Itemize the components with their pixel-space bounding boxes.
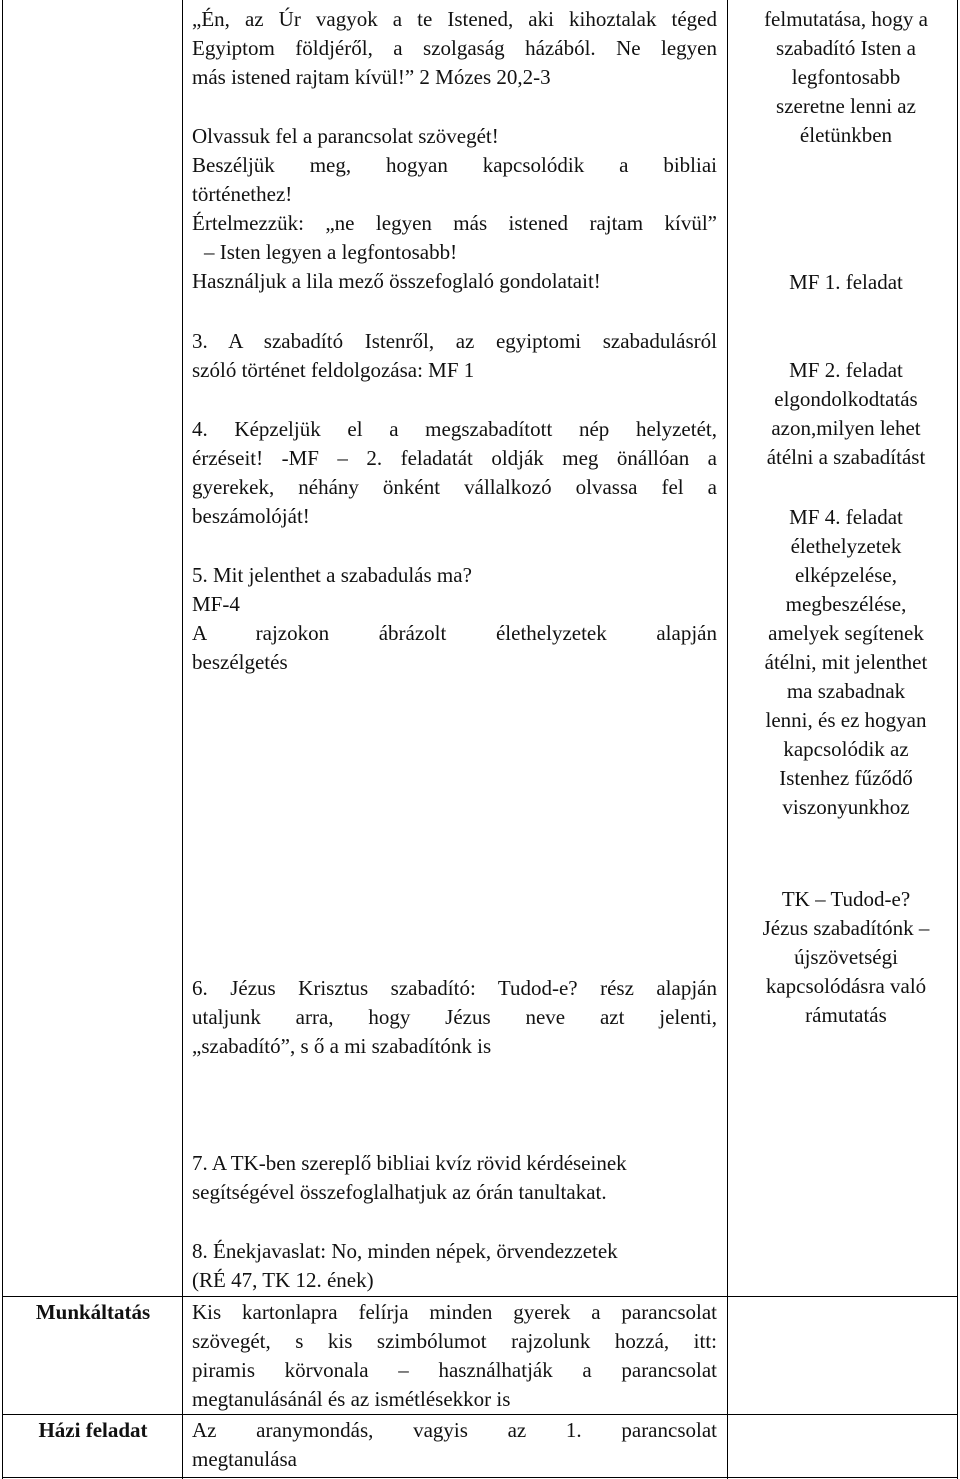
mf4-note-line: MF 4. feladat [789, 505, 903, 529]
table-border-bottom [2, 1477, 958, 1478]
munkaltatas-text-line: Kis kartonlapra felírja minden gyerek a parancsolat [192, 1300, 717, 1324]
step-4-line: érzéseit! -MF – 2. feladatát oldják meg önállóan a [192, 446, 717, 470]
mf4-note-line: megbeszélése, [785, 592, 907, 616]
instruction-line: Használjuk a lila mező összefoglaló gondolatait! [192, 269, 601, 293]
step-8-line: (RÉ 47, TK 12. ének) [192, 1268, 374, 1292]
goal-line: felmutatása, hogy a [764, 7, 928, 31]
step-4-line: gyerekek, néhány önként vállalkozó olvassa fel a [192, 475, 717, 499]
step-7-line: 7. A TK-ben szereplő bibliai kvíz rövid kérdéseinek [192, 1151, 627, 1175]
munkaltatas-text-line: szövegét, s kis szimbólumot rajzolunk hozzá, itt: [192, 1329, 717, 1353]
tk-note-line: kapcsolódásra való [765, 974, 927, 998]
mf1-note: MF 1. feladat [789, 270, 903, 294]
step-6-line: utaljunk arra, hogy Jézus neve azt jelenti, [192, 1005, 717, 1029]
tk-note-line: újszövetségi [794, 945, 898, 969]
munkaltatas-text-line: piramis körvonala – használhatják a parancsolat [192, 1358, 717, 1382]
tk-note-line: TK – Tudod-e? [781, 887, 911, 911]
step-3-line: szóló történet feldolgozása: MF 1 [192, 358, 475, 382]
instruction-line: Beszéljük meg, hogyan kapcsolódik a bibliai [192, 153, 717, 177]
mf4-note-line: viszonyunkhoz [782, 795, 910, 819]
hazi-feladat-label: Házi feladat [38, 1418, 148, 1442]
step-5-line: MF-4 [192, 592, 240, 616]
goal-line: legfontosabb [791, 65, 901, 89]
bible-quote-line: más istened rajtam kívül!” 2 Mózes 20,2-3 [192, 65, 551, 89]
step-5-line: beszélgetés [192, 650, 288, 674]
mf2-note-line: elgondolkodtatás [774, 387, 918, 411]
step-5-line: 5. Mit jelenthet a szabadulás ma? [192, 563, 472, 587]
bible-quote-line: „Én, az Úr vagyok a te Istened, aki kihoztalak téged [192, 7, 717, 31]
mf4-note-line: kapcsolódik az [783, 737, 909, 761]
mf4-note-line: lenni, és ez hogyan [765, 708, 927, 732]
step-4-line: 4. Képzeljük el a megszabadított nép helyzetét, [192, 417, 717, 441]
tk-note-line: rámutatás [805, 1003, 887, 1027]
step-7-line: segítségével összefoglalhatjuk az órán tanultakat. [192, 1180, 607, 1204]
instruction-line: – Isten legyen a legfontosabb! [204, 240, 458, 264]
mf2-note-line: átélni a szabadítást [766, 445, 926, 469]
munkaltatas-label: Munkáltatás [35, 1300, 151, 1324]
goal-line: szabadító Isten a [776, 36, 916, 60]
step-8-line: 8. Énekjavaslat: No, minden népek, örvendezzetek [192, 1239, 618, 1263]
column-divider-2 [727, 0, 728, 1479]
munkaltatas-text-line: megtanulásánál és az ismétlésekkor is [192, 1387, 511, 1411]
mf4-note-line: elképzelése, [794, 563, 898, 587]
mf4-note-line: élethelyzetek [790, 534, 902, 558]
mf4-note-line: amelyek segítenek [768, 621, 924, 645]
goal-line: életünkben [799, 123, 893, 147]
step-5-line: A rajzokon ábrázolt élethelyzetek alapján [192, 621, 717, 645]
tk-note-line: Jézus szabadítónk – [762, 916, 930, 940]
step-6-line: „szabadító”, s ő a mi szabadítónk is [192, 1034, 492, 1058]
mf2-note-line: MF 2. feladat [789, 358, 903, 382]
mf4-note-line: átélni, mit jelenthet [764, 650, 928, 674]
goal-line: szeretne lenni az [776, 94, 916, 118]
mf4-note-line: Istenhez fűződő [779, 766, 913, 790]
hazi-feladat-text-line: megtanulása [192, 1447, 297, 1471]
column-divider-1 [182, 0, 183, 1479]
step-3-line: 3. A szabadító Istenről, az egyiptomi szabadulásról [192, 329, 717, 353]
mf2-note-line: azon,milyen lehet [771, 416, 921, 440]
instruction-line: Olvassuk fel a parancsolat szövegét! [192, 124, 499, 148]
step-6-line: 6. Jézus Krisztus szabadító: Tudod-e? rész alapján [192, 976, 717, 1000]
bible-quote-line: Egyiptom földjéről, a szolgaság házából. Ne legyen [192, 36, 717, 60]
instruction-line: történethez! [192, 182, 293, 206]
table-border-right [957, 0, 958, 1479]
mf4-note-line: ma szabadnak [786, 679, 906, 703]
row-divider-munkaltatas [2, 1296, 958, 1297]
table-border-left [2, 0, 3, 1479]
instruction-line: Értelmezzük: „ne legyen más istened rajtam kívül” [192, 211, 717, 235]
hazi-feladat-text-line: Az aranymondás, vagyis az 1. parancsolat [192, 1418, 717, 1442]
step-4-line: beszámolóját! [192, 504, 310, 528]
